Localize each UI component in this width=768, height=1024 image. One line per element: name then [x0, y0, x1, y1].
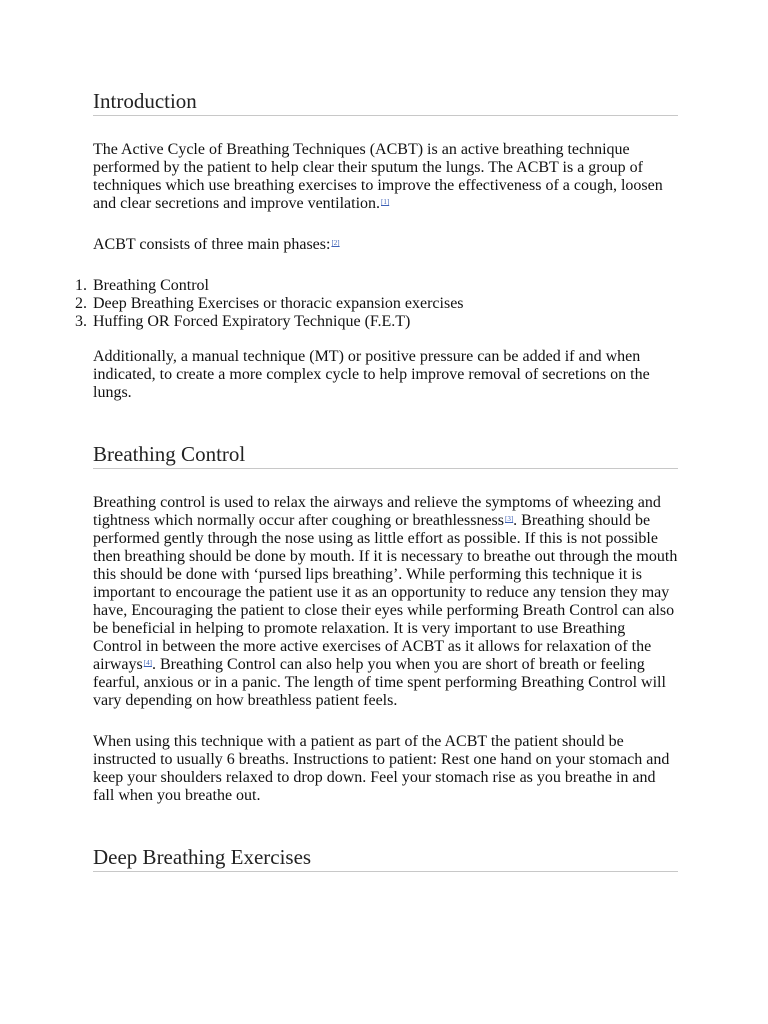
citation-link-1[interactable]: [1]	[381, 198, 390, 206]
section-breathing-control	[93, 441, 678, 805]
citation-link-2[interactable]: [2]	[331, 239, 340, 247]
list-item-text: Breathing Control	[93, 277, 209, 294]
breathing-control-paragraph	[93, 494, 678, 710]
list-item	[75, 313, 678, 331]
breathing-control-text-a: Breathing control is used to relax the airways and relieve the symptoms of wheezing and tightness which normally occur after coughing or breathlessness	[93, 494, 661, 529]
intro-paragraph-text: The Active Cycle of Breathing Techniques (ACBT) is an active breathing technique performed by the patient to help clear their sputum the lungs. The ACBT is a group of techniques which use breathing exercises to improve the effectiveness of a cough, loosen and clear secretions and improve ventilation.	[93, 141, 663, 212]
list-item	[75, 277, 678, 295]
list-item-number: 3.	[75, 313, 87, 330]
list-item-number: 2.	[75, 295, 87, 312]
list-item-text: Huffing OR Forced Expiratory Technique (F.E.T)	[93, 313, 411, 330]
phases-intro-text: ACBT consists of three main phases:	[93, 236, 331, 253]
breathing-control-text-b: . Breathing should be performed gently through the nose using as little effort as possible. If this is not possible then breathing should be done by mouth. If it is necessary to breathe out through the mouth this should be done with ‘pursed lips breathing’. While performing this technique it is important to encourage the patient use it as an opportunity to reduce any tension they may have, Encouraging the patient to close their eyes while performing Breath Control can also be beneficial in helping to promote relaxation. It is very important to use Breathing Control in between the more active exercises of ACBT as it allows for relaxation of the airways	[93, 512, 678, 673]
intro-paragraph	[93, 141, 678, 213]
heading-introduction: Introduction	[93, 88, 678, 116]
additional-paragraph: Additionally, a manual technique (MT) or positive pressure can be added if and when indicated, to create a more complex cycle to help improve removal of secretions on the lungs.	[93, 348, 650, 401]
phases-list	[75, 277, 678, 331]
article	[75, 88, 678, 872]
list-item-text: Deep Breathing Exercises or thoracic expansion exercises	[93, 295, 464, 312]
citation-link-3[interactable]: [3]	[505, 515, 514, 523]
breathing-control-text-c: . Breathing Control can also help you when you are short of breath or feeling fearful, anxious or in a panic. The length of time spent performing Breathing Control will vary depending on how breathless patient feels.	[93, 656, 666, 709]
breathing-control-instructions: When using this technique with a patient as part of the ACBT the patient should be instructed to usually 6 breaths. Instructions to patient: Rest one hand on your stomach and keep your shoulders relaxed to drop down. Feel your stomach rise as you breathe in and fall when you breathe out.	[93, 733, 670, 804]
section-deep-breathing	[93, 844, 678, 872]
heading-deep-breathing: Deep Breathing Exercises	[93, 844, 678, 872]
citation-link-4[interactable]: [4]	[143, 659, 152, 667]
list-item-number: 1.	[75, 277, 87, 294]
heading-breathing-control: Breathing Control	[93, 441, 678, 469]
list-item	[75, 295, 678, 313]
section-introduction	[75, 88, 678, 402]
phases-intro	[93, 236, 678, 254]
